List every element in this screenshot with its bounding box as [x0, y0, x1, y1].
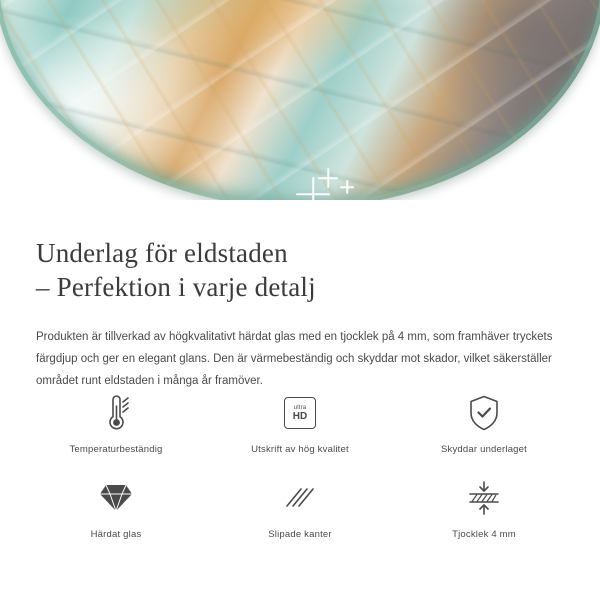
- feature-label: Tjocklek 4 mm: [452, 529, 516, 540]
- feature-list: [0, 392, 600, 540]
- glass-plate-image: [0, 0, 600, 200]
- feature-label: Härdat glas: [90, 529, 142, 540]
- feature-item-polished-edges: [208, 477, 392, 540]
- feature-row: [24, 392, 576, 455]
- page-title: [36, 236, 564, 304]
- feature-item-thickness: [392, 477, 576, 540]
- feature-item-tempered-glass: [24, 477, 208, 540]
- feature-label: Temperaturbeständig: [69, 444, 163, 455]
- feature-item-print-quality: [208, 392, 392, 455]
- hero-image: [0, 0, 600, 200]
- headline-line-2: – Perfektion i varje detalj: [36, 272, 316, 302]
- shield-check-icon: [468, 392, 500, 434]
- headline-line-1: Underlag för eldstaden: [36, 238, 288, 268]
- thickness-icon: [464, 477, 504, 519]
- ultra-hd-badge-bottom: HD: [292, 410, 308, 422]
- ultra-hd-icon: [284, 392, 316, 434]
- feature-label: Skyddar underlaget: [441, 444, 527, 455]
- thermometer-icon: [99, 392, 133, 434]
- feature-row: [24, 477, 576, 540]
- ultra-hd-badge-top: ultra: [293, 404, 307, 411]
- feature-label: Utskrift av hög kvalitet: [251, 444, 349, 455]
- feature-item-temperature: [24, 392, 208, 455]
- description-paragraph: Produkten är tillverkad av högkvalitativt härdat glas med en tjocklek på 4 mm, som framhäver tryckets färgdjup och ger en elegant glans. Den är värmebeständig och skyddar mot skador, vilket säkerställer området runt eldstaden i många år framöver.: [36, 331, 553, 387]
- polished-edges-icon: [283, 477, 317, 519]
- feature-item-protects-surface: [392, 392, 576, 455]
- diamond-icon: [98, 477, 134, 519]
- content-block: [0, 200, 600, 392]
- feature-label: Slipade kanter: [268, 529, 332, 540]
